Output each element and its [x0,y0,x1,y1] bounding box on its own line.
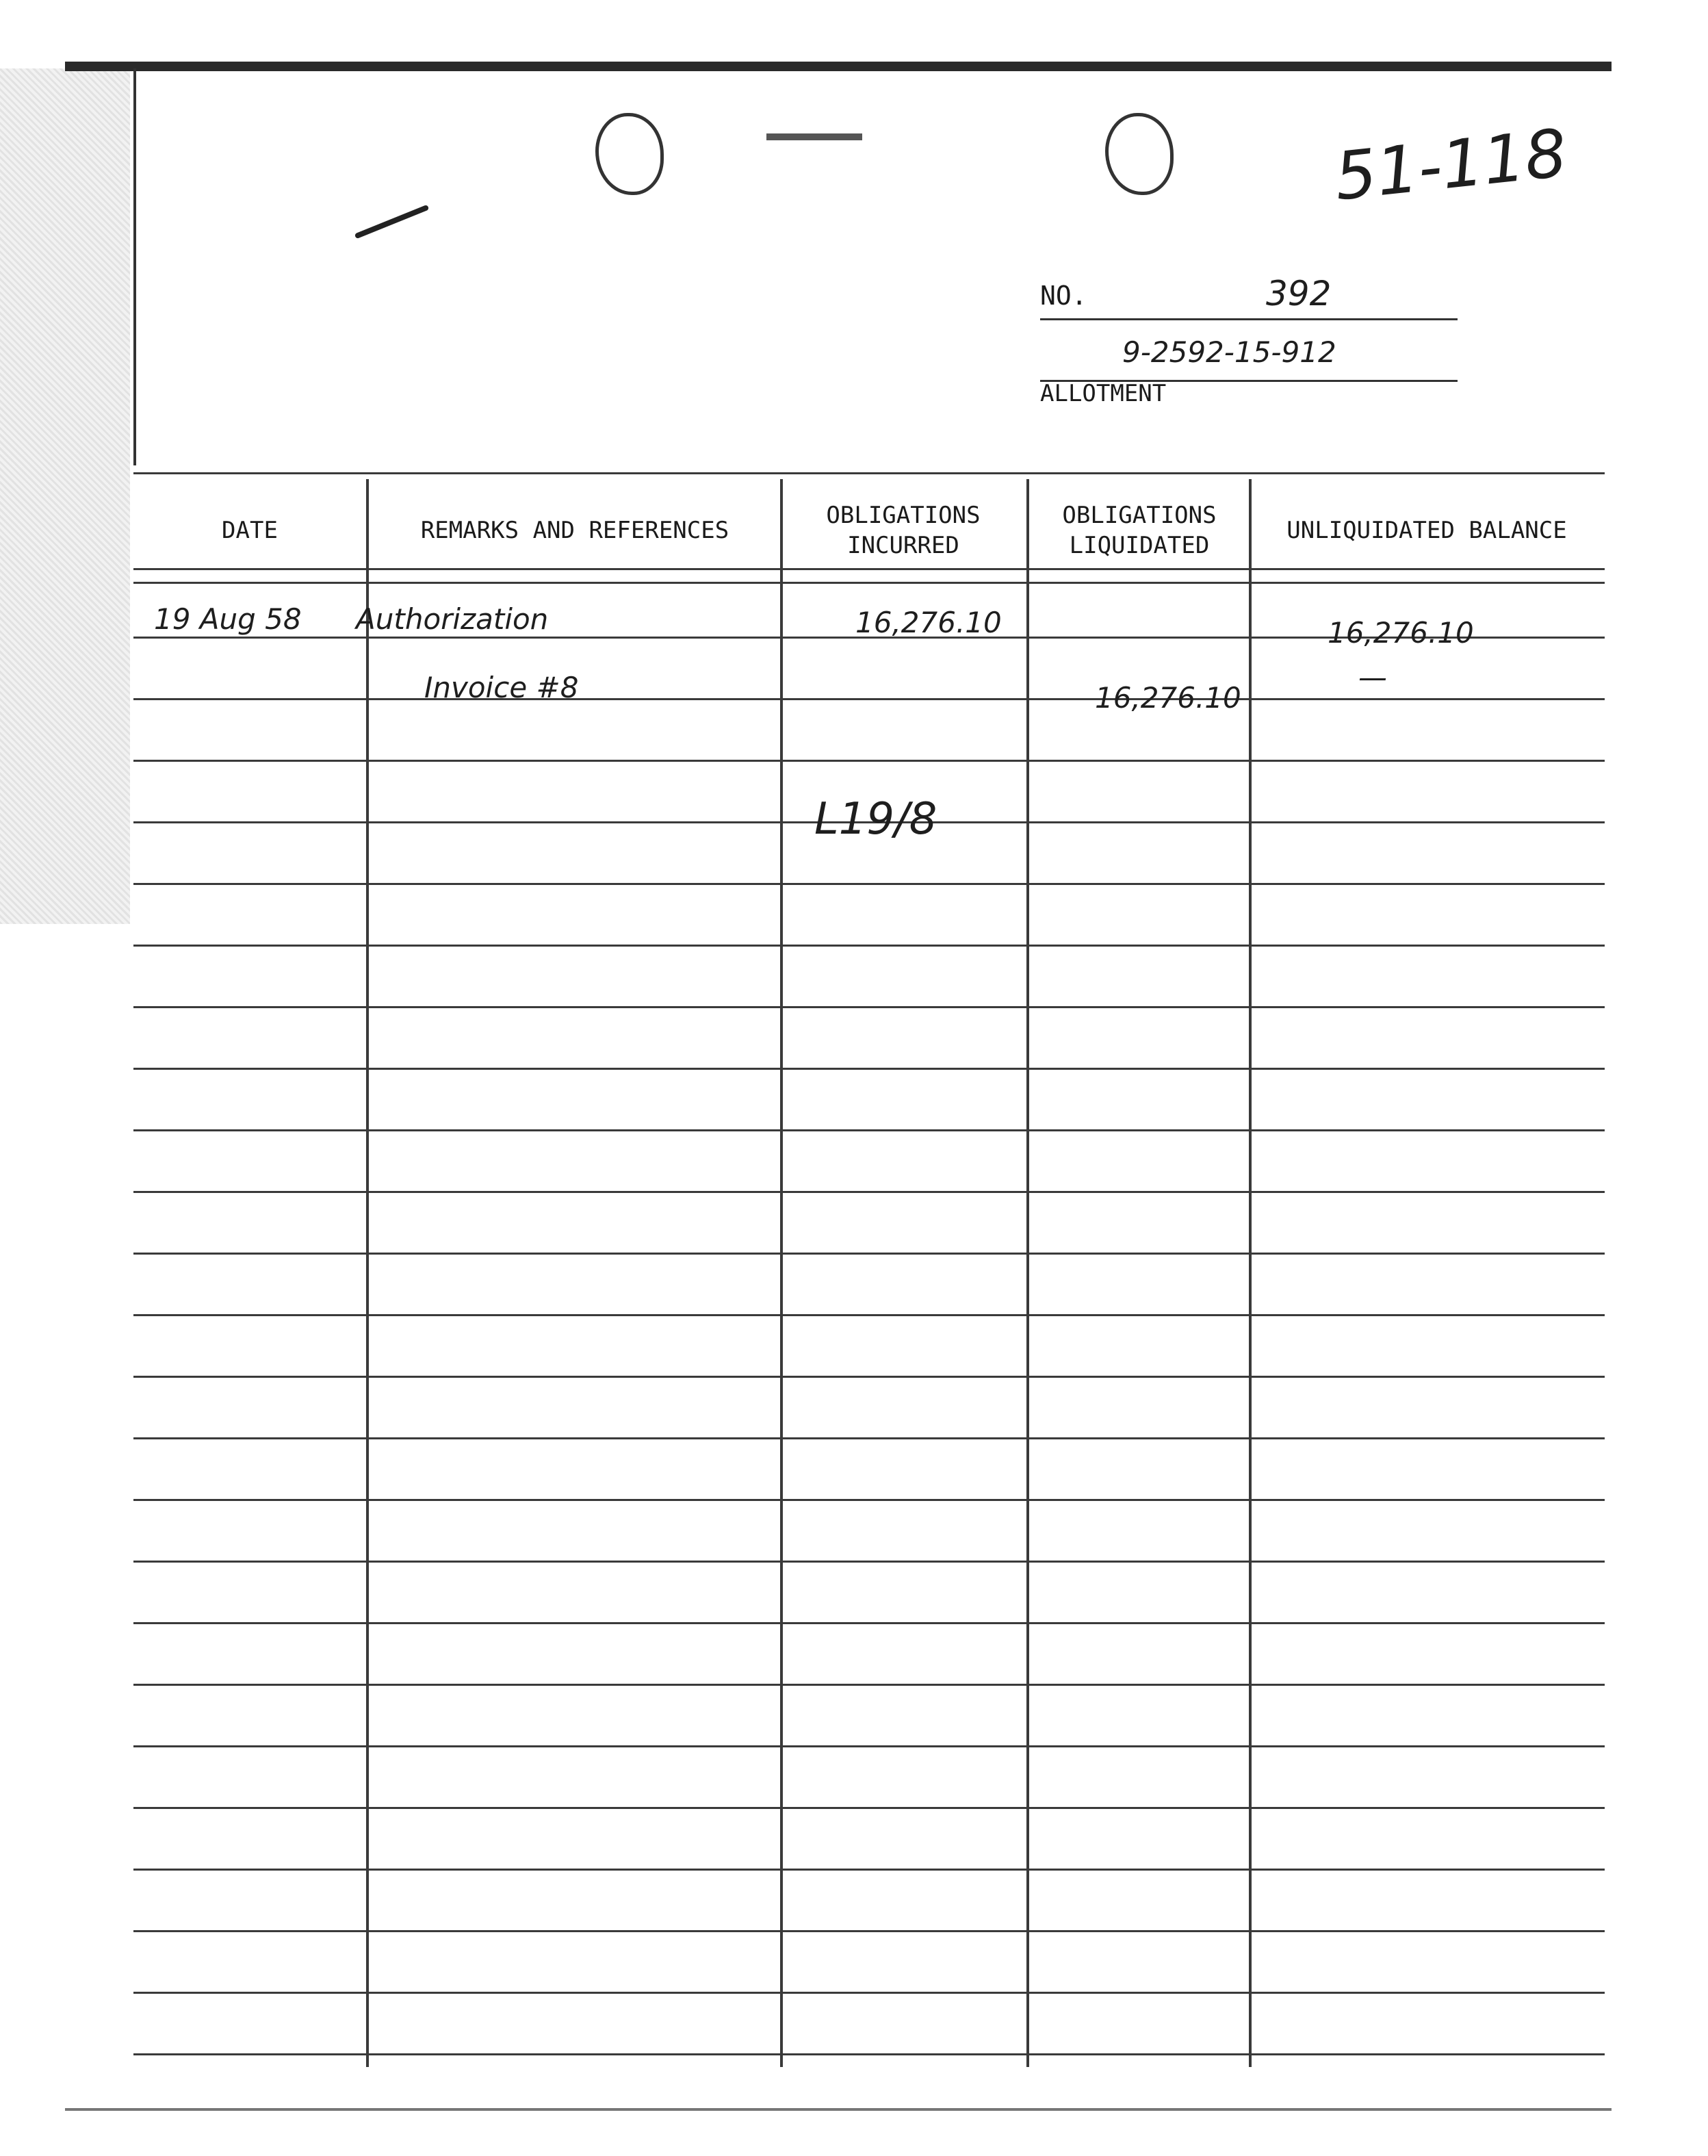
column-divider [366,479,369,2067]
row-2-remarks: Invoice #8 [424,671,579,704]
row-1-balance: 16,276.10 [1328,616,1474,650]
table-rule [133,1992,1605,1994]
table-rule [133,945,1605,947]
table-rule [133,1253,1605,1255]
file-number: 51-118 [1331,114,1570,216]
number-underline [1040,318,1458,320]
row-1-incurred: 16,276.10 [855,606,1002,639]
row-2-balance: — [1358,660,1387,694]
table-rule [133,760,1605,762]
row-1-date: 19 Aug 58 [154,602,302,636]
bottom-edge [65,2108,1612,2111]
table-rule [133,1314,1605,1316]
number-value: 392 [1266,274,1332,313]
table-rule [133,1006,1605,1008]
column-divider [1249,479,1252,2067]
table-rule [133,1068,1605,1070]
column-header-remarks: REMARKS AND REFERENCES [420,517,729,544]
table-rule [133,1499,1605,1501]
column-header-incurred: OBLIGATIONS INCURRED [826,502,981,559]
table-rule [133,1561,1605,1563]
table-rule [133,1129,1605,1131]
table-rule [133,472,1605,474]
table-rule [133,1930,1605,1932]
table-rule [133,582,1605,584]
row-1-remarks: Authorization [356,602,549,636]
ledger-table [133,465,1605,2067]
table-rule [133,883,1605,885]
column-divider [1026,479,1029,2067]
check-mark [354,205,430,239]
table-rule [133,1684,1605,1686]
left-border [133,68,136,465]
punch-hole-right [1105,113,1174,195]
top-border [65,62,1612,71]
table-rule [133,1191,1605,1193]
table-rule [133,1869,1605,1871]
table-rule [133,1622,1605,1624]
column-header-balance: UNLIQUIDATED BALANCE [1286,517,1567,544]
table-rule [133,698,1605,700]
stamp-mark [766,133,862,140]
column-divider [780,479,783,2067]
table-rule [133,1807,1605,1809]
punch-hole-left [595,113,664,195]
row-2-liquidated: 16,276.10 [1095,681,1241,715]
table-rule [133,1745,1605,1747]
table-rule [133,1376,1605,1378]
number-label: NO. [1040,281,1087,311]
margin-note: L19/8 [814,794,937,845]
table-rule [133,2053,1605,2055]
column-header-date: DATE [222,517,278,544]
scan-edge-noise [0,68,130,924]
allotment-value: 9-2592-15-912 [1122,335,1336,369]
column-header-liquidated: OBLIGATIONS LIQUIDATED [1062,502,1217,559]
table-rule [133,568,1605,570]
table-rule [133,1437,1605,1439]
allotment-label: ALLOTMENT [1040,380,1167,407]
